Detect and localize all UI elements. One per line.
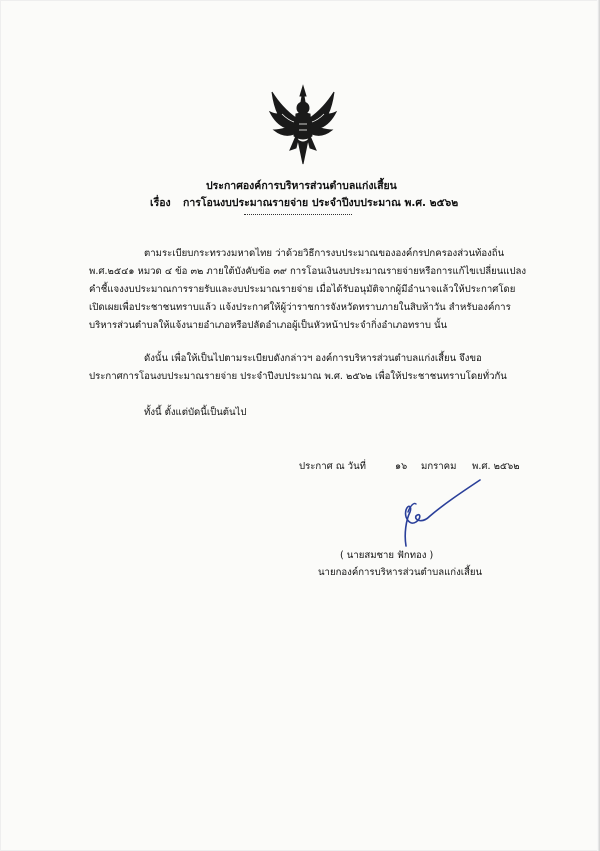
signature-icon	[400, 476, 484, 550]
dateline-year: พ.ศ. ๒๕๖๒	[472, 461, 520, 472]
paragraph-2-line-1: ดังนั้น เพื่อให้เป็นไปตามระเบียบดังกล่าวฯ องค์การบริหารส่วนตำบลแก่งเสี้ยน จึงขอ	[144, 353, 482, 364]
subject-text: การโอนงบประมาณรายจ่าย ประจำปีงบประมาณ พ.ศ. ๒๕๖๒	[183, 197, 459, 209]
dateline-label: ประกาศ ณ วันที่	[299, 461, 366, 472]
paragraph-1-line-5: บริหารส่วนตำบลให้แจ้งนายอำเภอหรือปลัดอำเภอผู้เป็นหัวหน้าประจำกิ่งอำเภอทราบ นั้น	[89, 320, 448, 331]
dateline-month: มกราคม	[421, 461, 457, 472]
paragraph-1-line-4: เปิดเผยเพื่อประชาชนทราบแล้ว แจ้งประกาศให้ผู้ว่าราชการจังหวัดทราบภายในสิบห้าวัน สำหรับองค์การ	[89, 302, 511, 313]
paragraph-1-line-1: ตามระเบียบกระทรวงมหาดไทย ว่าด้วยวิธีการงบประมาณขององค์กรปกครองส่วนท้องถิ่น	[144, 248, 505, 259]
paragraph-1-line-2: พ.ศ.๒๕๔๑ หมวด ๔ ข้อ ๓๒ ภายใต้บังคับข้อ ๓๙ การโอนเงินงบประมาณรายจ่ายหรือการแก้ไขเปลี่ยนแปลง	[89, 266, 527, 277]
paragraph-2-line-2: ประกาศการโอนงบประมาณรายจ่าย ประจำปีงบประมาณ พ.ศ. ๒๕๖๒ เพื่อให้ประชาชนทราบโดยทั่วกัน	[89, 371, 507, 382]
divider	[244, 214, 352, 215]
paragraph-1-line-3: คำชี้แจงงบประมาณการรายรับและงบประมาณรายจ่าย เมื่อได้รับอนุมัติจากผู้มีอำนาจแล้วให้ประกาศโดย	[89, 284, 516, 295]
garuda-emblem-icon	[268, 84, 338, 166]
subject-label: เรื่อง	[150, 197, 171, 209]
signatory-name: ( นายสมชาย ฟักทอง )	[340, 550, 434, 561]
paragraph-3: ทั้งนี้ ตั้งแต่บัดนี้เป็นต้นไป	[144, 407, 247, 418]
announcement-title: ประกาศองค์การบริหารส่วนตำบลแก่งเสี้ยน	[206, 180, 397, 192]
dateline-day: ๑๖	[395, 461, 408, 472]
signatory-position: นายกองค์การบริหารส่วนตำบลแก่งเสี้ยน	[318, 567, 483, 578]
